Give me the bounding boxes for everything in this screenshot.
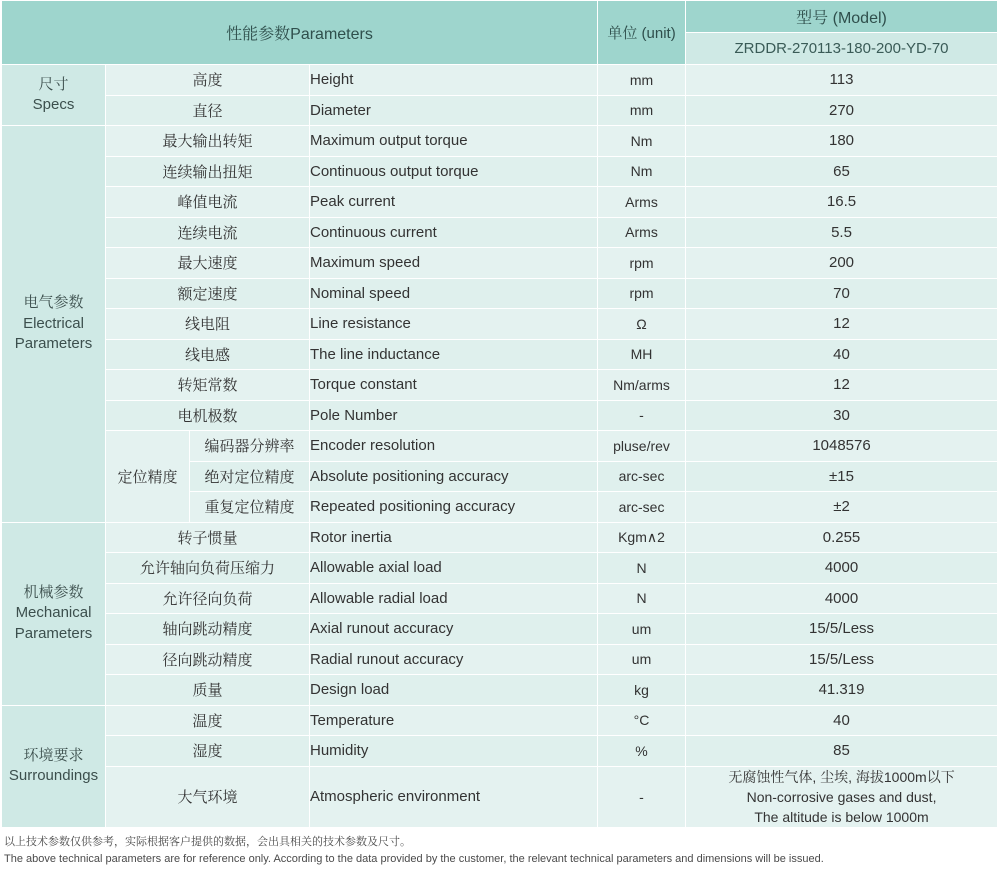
footnote-cn: 以上技术参数仅供参考，实际根据客户提供的数据，会出具相关的技术参数及尺寸。 bbox=[4, 836, 411, 849]
group-electrical bbox=[2, 126, 106, 523]
row-unit: rpm bbox=[598, 248, 686, 279]
row-value: 15/5/Less bbox=[686, 614, 998, 645]
row-label-en: Continuous output torque bbox=[310, 156, 598, 187]
row-label-cn: 线电阻 bbox=[106, 309, 310, 340]
row-label-cn: 高度 bbox=[106, 65, 310, 96]
row-value: 180 bbox=[686, 126, 998, 157]
row-label-en: Rotor inertia bbox=[310, 522, 598, 553]
row-label-cn: 电机极数 bbox=[106, 400, 310, 431]
row-label-cn: 重复定位精度 bbox=[190, 492, 310, 523]
table-row bbox=[2, 705, 998, 736]
group-electrical-en2: Parameters bbox=[14, 334, 93, 352]
row-unit: rpm bbox=[598, 278, 686, 309]
row-label-en: Pole Number bbox=[310, 400, 598, 431]
row-value: 5.5 bbox=[686, 217, 998, 248]
row-unit: MH bbox=[598, 339, 686, 370]
table-row bbox=[2, 248, 998, 279]
row-label-en: Allowable radial load bbox=[310, 583, 598, 614]
row-label-en: Height bbox=[310, 65, 598, 96]
row-unit: pluse/rev bbox=[598, 431, 686, 462]
row-label-cn: 最大输出转矩 bbox=[106, 126, 310, 157]
row-label-en: Maximum output torque bbox=[310, 126, 598, 157]
table-row bbox=[2, 309, 998, 340]
row-label-en: Absolute positioning accuracy bbox=[310, 461, 598, 492]
row-unit: - bbox=[598, 400, 686, 431]
row-value: 85 bbox=[686, 736, 998, 767]
table-row bbox=[2, 553, 998, 584]
row-unit: arc-sec bbox=[598, 492, 686, 523]
footnote-en: The above technical parameters are for reference only. According to the data provided by the customer, the relevant technical parameters and dimensions will be issued. bbox=[4, 852, 824, 865]
row-value: 0.255 bbox=[686, 522, 998, 553]
row-value: ±2 bbox=[686, 492, 998, 523]
table-row bbox=[2, 614, 998, 645]
row-label-en: Allowable axial load bbox=[310, 553, 598, 584]
group-mechanical bbox=[2, 522, 106, 705]
row-value bbox=[686, 766, 998, 828]
table-row bbox=[2, 65, 998, 96]
row-unit: % bbox=[598, 736, 686, 767]
row-value: 30 bbox=[686, 400, 998, 431]
row-label-en: Design load bbox=[310, 675, 598, 706]
header-parameters: 性能参数Parameters bbox=[2, 1, 598, 65]
row-label-cn: 线电感 bbox=[106, 339, 310, 370]
table-row bbox=[2, 126, 998, 157]
row-label-cn: 允许径向负荷 bbox=[106, 583, 310, 614]
header-model-value: ZRDDR-270113-180-200-YD-70 bbox=[686, 33, 998, 65]
row-label-en: Repeated positioning accuracy bbox=[310, 492, 598, 523]
table-row bbox=[2, 339, 998, 370]
row-label-en: Humidity bbox=[310, 736, 598, 767]
row-value: 70 bbox=[686, 278, 998, 309]
row-unit: Nm bbox=[598, 126, 686, 157]
row-label-cn: 连续电流 bbox=[106, 217, 310, 248]
row-label-cn: 大气环境 bbox=[106, 766, 310, 828]
table-row-atmosphere bbox=[2, 766, 998, 828]
row-label-cn: 直径 bbox=[106, 95, 310, 126]
atmosphere-value-line3: The altitude is below 1000m bbox=[754, 809, 929, 826]
row-label-cn: 径向跳动精度 bbox=[106, 644, 310, 675]
row-unit: Ω bbox=[598, 309, 686, 340]
row-label-cn: 连续输出扭矩 bbox=[106, 156, 310, 187]
group-electrical-cn: 电气参数 bbox=[23, 294, 84, 312]
row-value: 1048576 bbox=[686, 431, 998, 462]
row-unit: Nm/arms bbox=[598, 370, 686, 401]
group-specs-en: Specs bbox=[32, 96, 75, 113]
row-label-en: Nominal speed bbox=[310, 278, 598, 309]
header-model-title: 型号 (Model) bbox=[686, 1, 998, 33]
row-value: 40 bbox=[686, 339, 998, 370]
row-unit: mm bbox=[598, 65, 686, 96]
table-row bbox=[2, 583, 998, 614]
row-unit: um bbox=[598, 644, 686, 675]
row-label-cn: 额定速度 bbox=[106, 278, 310, 309]
group-mechanical-en2: Parameters bbox=[14, 624, 93, 642]
row-unit: Arms bbox=[598, 187, 686, 218]
row-label-cn: 允许轴向负荷压缩力 bbox=[106, 553, 310, 584]
row-unit: N bbox=[598, 553, 686, 584]
row-unit: mm bbox=[598, 95, 686, 126]
group-surroundings-cn: 环境要求 bbox=[23, 747, 84, 765]
row-label-en: Torque constant bbox=[310, 370, 598, 401]
row-label-en: Continuous current bbox=[310, 217, 598, 248]
row-label-en: Maximum speed bbox=[310, 248, 598, 279]
row-unit: Arms bbox=[598, 217, 686, 248]
row-value: 12 bbox=[686, 370, 998, 401]
table-row bbox=[2, 400, 998, 431]
table-row bbox=[2, 370, 998, 401]
group-surroundings bbox=[2, 705, 106, 828]
group-mechanical-en1: Mechanical bbox=[15, 604, 92, 622]
row-value: 12 bbox=[686, 309, 998, 340]
row-label-en: Diameter bbox=[310, 95, 598, 126]
row-label-en: Peak current bbox=[310, 187, 598, 218]
row-unit: Kgm∧2 bbox=[598, 522, 686, 553]
row-value: 65 bbox=[686, 156, 998, 187]
row-label-cn: 峰值电流 bbox=[106, 187, 310, 218]
row-unit: N bbox=[598, 583, 686, 614]
row-value: 270 bbox=[686, 95, 998, 126]
atmosphere-value-line1: 无腐蚀性气体, 尘埃, 海拔1000m以下 bbox=[728, 768, 955, 785]
row-label-en: Encoder resolution bbox=[310, 431, 598, 462]
group-electrical-en1: Electrical bbox=[23, 314, 84, 332]
row-value: ±15 bbox=[686, 461, 998, 492]
row-label-cn: 温度 bbox=[106, 705, 310, 736]
row-label-en: Atmospheric environment bbox=[310, 766, 598, 828]
table-row bbox=[2, 675, 998, 706]
row-label-cn: 质量 bbox=[106, 675, 310, 706]
footnote bbox=[0, 828, 998, 869]
table-row bbox=[2, 736, 998, 767]
table-row bbox=[2, 95, 998, 126]
row-label-cn: 绝对定位精度 bbox=[190, 461, 310, 492]
table-row bbox=[2, 156, 998, 187]
row-value: 113 bbox=[686, 65, 998, 96]
row-label-en: Axial runout accuracy bbox=[310, 614, 598, 645]
table-row bbox=[2, 187, 998, 218]
header-unit: 单位 (unit) bbox=[598, 1, 686, 65]
row-value: 40 bbox=[686, 705, 998, 736]
table-row bbox=[2, 522, 998, 553]
row-value: 4000 bbox=[686, 583, 998, 614]
row-label-cn: 轴向跳动精度 bbox=[106, 614, 310, 645]
specifications-table bbox=[1, 0, 998, 828]
row-label-cn: 编码器分辨率 bbox=[190, 431, 310, 462]
group-mechanical-cn: 机械参数 bbox=[23, 584, 84, 602]
row-unit: kg bbox=[598, 675, 686, 706]
row-label-en: Temperature bbox=[310, 705, 598, 736]
row-unit: °C bbox=[598, 705, 686, 736]
table-row bbox=[2, 217, 998, 248]
row-value: 15/5/Less bbox=[686, 644, 998, 675]
table-header-row bbox=[2, 1, 998, 33]
table-row bbox=[2, 644, 998, 675]
row-value: 200 bbox=[686, 248, 998, 279]
row-label-cn: 湿度 bbox=[106, 736, 310, 767]
table-row bbox=[2, 431, 998, 462]
group-surroundings-en: Surroundings bbox=[8, 767, 99, 785]
row-label-en: The line inductance bbox=[310, 339, 598, 370]
row-unit: - bbox=[598, 766, 686, 828]
row-label-en: Radial runout accuracy bbox=[310, 644, 598, 675]
row-label-cn: 转矩常数 bbox=[106, 370, 310, 401]
row-value: 41.319 bbox=[686, 675, 998, 706]
row-unit: um bbox=[598, 614, 686, 645]
row-unit: Nm bbox=[598, 156, 686, 187]
atmosphere-value-line2: Non-corrosive gases and dust, bbox=[746, 788, 937, 805]
group-specs bbox=[2, 65, 106, 126]
row-value: 16.5 bbox=[686, 187, 998, 218]
row-label-en: Line resistance bbox=[310, 309, 598, 340]
row-label-cn: 最大速度 bbox=[106, 248, 310, 279]
table-row bbox=[2, 278, 998, 309]
subgroup-positioning-accuracy: 定位精度 bbox=[106, 431, 190, 523]
group-specs-cn: 尺寸 bbox=[38, 75, 69, 93]
row-label-cn: 转子惯量 bbox=[106, 522, 310, 553]
row-unit: arc-sec bbox=[598, 461, 686, 492]
row-value: 4000 bbox=[686, 553, 998, 584]
